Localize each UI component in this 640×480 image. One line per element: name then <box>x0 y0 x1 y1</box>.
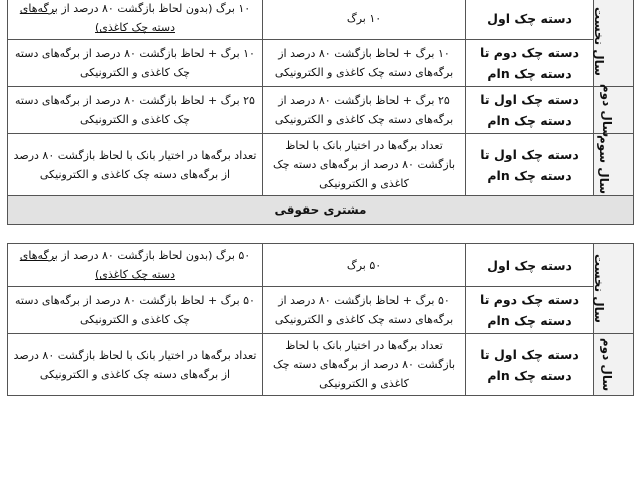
right-cell: ۱۰ برگ (بدون لحاظ بازگشت ۸۰ درصد از برگه‌های دسته چک کاغذی) <box>8 0 263 40</box>
mid-cell: تعداد برگه‌ها در اختیار بانک با لحاظ بازگشت ۸۰ درصد از برگه‌های دسته چک کاغذی و الکترونیکی <box>263 134 466 196</box>
check-issuance-table <box>7 0 634 396</box>
right-cell: ۵۰ برگ (بدون لحاظ بازگشت ۸۰ درصد از برگه‌های دسته چک کاغذی) <box>8 244 263 287</box>
year-cell: سال نخست <box>594 244 634 334</box>
right-cell: ۱۰ برگ + لحاظ بازگشت ۸۰ درصد از برگه‌های دسته چک کاغذی و الکترونیکی <box>8 40 263 87</box>
table-row <box>8 40 634 87</box>
checkbook-label: دسته چک اول تا دسته چک nام <box>466 334 594 396</box>
table-row <box>8 87 634 134</box>
right-cell: تعداد برگه‌ها در اختیار بانک با لحاظ بازگشت ۸۰ درصد از برگه‌های دسته چک کاغذی و الکترونیکی <box>8 334 263 396</box>
mid-cell: ۵۰ برگ + لحاظ بازگشت ۸۰ درصد از برگه‌های دسته چک کاغذی و الکترونیکی <box>263 287 466 334</box>
mid-cell: ۱۰ برگ <box>263 0 466 40</box>
mid-cell: تعداد برگه‌ها در اختیار بانک با لحاظ بازگشت ۸۰ درصد از برگه‌های دسته چک کاغذی و الکترونیکی <box>263 334 466 396</box>
mid-cell: ۵۰ برگ <box>263 244 466 287</box>
checkbook-label: دسته چک اول تا دسته چک nام <box>466 87 594 134</box>
right-cell: ۵۰ برگ + لحاظ بازگشت ۸۰ درصد از برگه‌های دسته چک کاغذی و الکترونیکی <box>8 287 263 334</box>
right-cell: ۲۵ برگ + لحاظ بازگشت ۸۰ درصد از برگه‌های دسته چک کاغذی و الکترونیکی <box>8 87 263 134</box>
table-row <box>8 0 634 40</box>
year-cell: سال دوم <box>594 334 634 396</box>
table-row <box>8 244 634 287</box>
year-cell: سال دوم <box>594 87 634 134</box>
checkbook-label: دسته چک دوم تا دسته چک nام <box>466 40 594 87</box>
checkbook-label: دسته چک اول <box>466 0 594 40</box>
table-row <box>8 287 634 334</box>
right-cell: تعداد برگه‌ها در اختیار بانک با لحاظ بازگشت ۸۰ درصد از برگه‌های دسته چک کاغذی و الکترونیکی <box>8 134 263 196</box>
year-cell: سال نخست <box>594 0 634 87</box>
checkbook-label: دسته چک اول <box>466 244 594 287</box>
table-row <box>8 334 634 396</box>
table-row <box>8 134 634 196</box>
spacer <box>8 225 634 244</box>
section-title: مشتری حقوقی <box>8 196 634 225</box>
section-header-row <box>8 196 634 225</box>
mid-cell: ۲۵ برگ + لحاظ بازگشت ۸۰ درصد از برگه‌های دسته چک کاغذی و الکترونیکی <box>263 87 466 134</box>
spacer-row <box>8 225 634 244</box>
checkbook-label: دسته چک اول تا دسته چک nام <box>466 134 594 196</box>
year-cell: سال سوم <box>594 134 634 196</box>
checkbook-label: دسته چک دوم تا دسته چک nام <box>466 287 594 334</box>
mid-cell: ۱۰ برگ + لحاظ بازگشت ۸۰ درصد از برگه‌های دسته چک کاغذی و الکترونیکی <box>263 40 466 87</box>
